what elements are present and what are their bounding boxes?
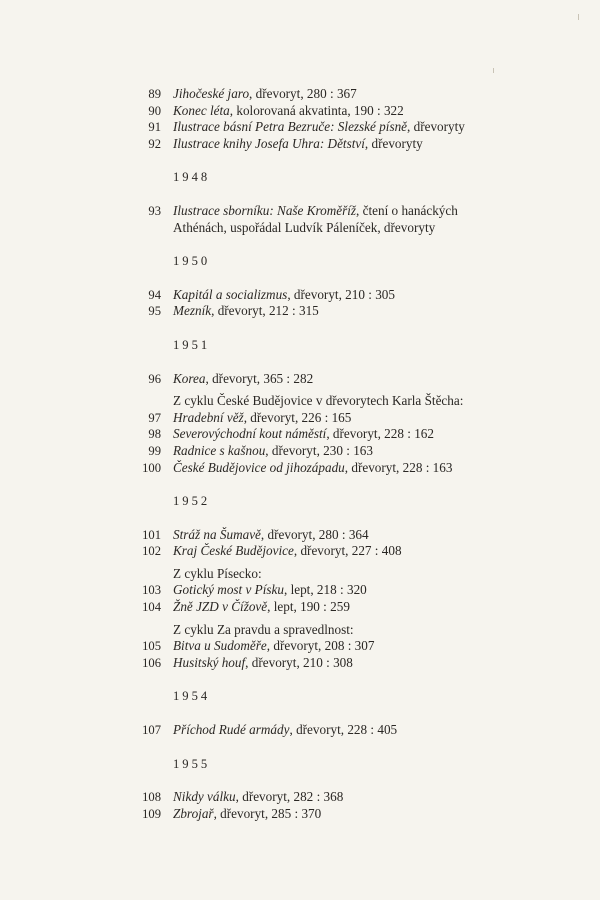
- paper-speck: [578, 14, 579, 20]
- entry-title: Zbrojař: [173, 805, 214, 821]
- entry-number: 95: [148, 304, 161, 319]
- catalogue-entry: [130, 655, 550, 672]
- entry-details: , dřevoryt, 227 : 408: [293, 543, 402, 559]
- entry-details: , dřevoryt, 365 : 282: [205, 370, 314, 386]
- entry-title: Hradební věž: [173, 409, 244, 425]
- catalogue-entry: [130, 371, 550, 388]
- entry-title: Radnice s kašnou: [173, 442, 266, 458]
- entry-details: , dřevoryt, 280 : 364: [260, 526, 369, 542]
- entry-number: 99: [148, 443, 161, 458]
- section-1950: [130, 253, 550, 320]
- entry-details: , dřevoryt, 228 : 405: [289, 722, 398, 738]
- entry-details: , dřevoryt, 282 : 368: [235, 789, 344, 805]
- entry-number: 104: [142, 600, 161, 615]
- entry-details: , dřevoryty: [364, 135, 423, 151]
- entry-number: 98: [148, 427, 161, 442]
- entry-number: 90: [148, 103, 161, 118]
- section-1955: [130, 756, 550, 823]
- entry-number: 93: [148, 203, 161, 218]
- entry-details: , dřevoryty: [407, 119, 465, 135]
- catalogue-entry: [130, 460, 550, 477]
- catalogue-list: [130, 86, 550, 822]
- entry-title: Mezník: [173, 303, 212, 319]
- year-heading: 1955: [173, 756, 211, 771]
- year-heading: 1952: [173, 494, 211, 509]
- entry-title: Kraj České Budějovice: [173, 543, 294, 559]
- catalogue-entry: [130, 806, 550, 823]
- entry-number: 97: [148, 410, 161, 425]
- entry-details: , lept, 190 : 259: [267, 599, 350, 615]
- catalogue-entry: [130, 599, 550, 616]
- entry-continuation: Athénách, uspořádal Ludvík Páleníček, dřevoryty: [173, 219, 436, 235]
- cycle-heading: Z cyklu Za pravdu a spravedlnost:: [173, 621, 354, 637]
- entry-details: , dřevoryt, 285 : 370: [213, 805, 322, 821]
- entry-title: Ilustrace knihy Josefa Uhra: Dětství: [173, 135, 365, 151]
- entry-details: , dřevoryt, 208 : 307: [266, 638, 375, 654]
- entry-number: 92: [148, 136, 161, 151]
- entry-title: Bitva u Sudoměře: [173, 638, 267, 654]
- catalogue-entry: [130, 789, 550, 806]
- catalogue-entry: [130, 203, 550, 220]
- year-heading: 1954: [173, 689, 211, 704]
- entry-details: , lept, 218 : 320: [283, 582, 367, 598]
- catalogue-entry: [130, 410, 550, 427]
- entry-details: , dřevoryt, 280 : 367: [249, 86, 357, 101]
- entry-title: Korea: [173, 370, 206, 386]
- entry-title: Nikdy válku: [173, 789, 236, 805]
- cycle-heading: Z cyklu České Budějovice v dřevorytech Karla Štěcha:: [173, 393, 464, 409]
- entry-title: Ilustrace básní Petra Bezruče: Slezské písně: [173, 119, 408, 135]
- year-heading: 1948: [173, 170, 211, 185]
- section-continued: [130, 86, 550, 152]
- cycle-heading: Z cyklu Písecko:: [173, 565, 262, 581]
- entry-number: 107: [142, 723, 161, 738]
- entry-title: Konec léta: [173, 102, 230, 118]
- year-heading: 1950: [173, 254, 211, 269]
- section-1948: [130, 169, 550, 236]
- entry-number: 102: [142, 544, 161, 559]
- entry-number: 89: [148, 87, 161, 101]
- entry-number: 101: [142, 527, 161, 542]
- entry-number: 109: [142, 806, 161, 821]
- entry-title: Příchod Rudé armády: [173, 722, 290, 738]
- entry-details: , dřevoryt, 228 : 163: [344, 459, 453, 475]
- entry-title: Jihočeské jaro: [173, 86, 250, 101]
- entry-title: Severovýchodní kout náměstí: [173, 426, 327, 442]
- entry-number: 94: [148, 287, 161, 302]
- entry-details: , kolorovaná akvatinta, 190 : 322: [229, 102, 404, 118]
- entry-details: , dřevoryt, 210 : 308: [245, 654, 353, 670]
- entry-number: 96: [148, 371, 161, 386]
- entry-number: 100: [142, 460, 161, 475]
- catalogue-entry: [130, 443, 550, 460]
- entry-details: , dřevoryt, 210 : 305: [287, 286, 395, 302]
- entry-title: Kapitál a socializmus: [173, 286, 288, 302]
- entry-number: 105: [142, 639, 161, 654]
- section-1951: [130, 337, 550, 476]
- catalogue-entry: [130, 287, 550, 304]
- entry-details: , dřevoryt, 228 : 162: [326, 426, 434, 442]
- section-1952: [130, 493, 550, 671]
- catalogue-entry: [130, 119, 550, 136]
- entry-details: , dřevoryt, 226 : 165: [243, 409, 352, 425]
- entry-title: Ilustrace sborníku: Naše Kroměříž: [173, 202, 357, 218]
- entry-title: České Budějovice od jihozápadu: [173, 459, 345, 475]
- paper-speck: [493, 68, 494, 73]
- catalogue-entry: [130, 103, 550, 120]
- catalogue-entry: [130, 543, 550, 560]
- year-heading: 1951: [173, 337, 211, 352]
- entry-number: 91: [148, 120, 161, 135]
- entry-title: Husitský houf: [173, 654, 246, 670]
- entry-title: Gotický most v Písku: [173, 582, 284, 598]
- entry-number: 108: [142, 790, 161, 805]
- catalogue-entry: [130, 426, 550, 443]
- catalogue-entry: [130, 136, 550, 153]
- catalogue-entry: [130, 638, 550, 655]
- entry-details: , dřevoryt, 212 : 315: [211, 303, 319, 319]
- catalogue-entry: [130, 722, 550, 739]
- entry-title: Žně JZD v Čížově: [173, 599, 268, 615]
- entry-title: Stráž na Šumavě: [173, 526, 261, 542]
- catalogue-entry: [130, 303, 550, 320]
- catalogue-entry: [130, 582, 550, 599]
- entry-number: 103: [142, 583, 161, 598]
- section-1954: [130, 688, 550, 738]
- catalogue-entry: [130, 86, 550, 103]
- entry-number: 106: [142, 655, 161, 670]
- entry-details: , dřevoryt, 230 : 163: [265, 442, 373, 458]
- entry-details: , čtení o hanáckých: [356, 202, 458, 218]
- catalogue-entry: [130, 527, 550, 544]
